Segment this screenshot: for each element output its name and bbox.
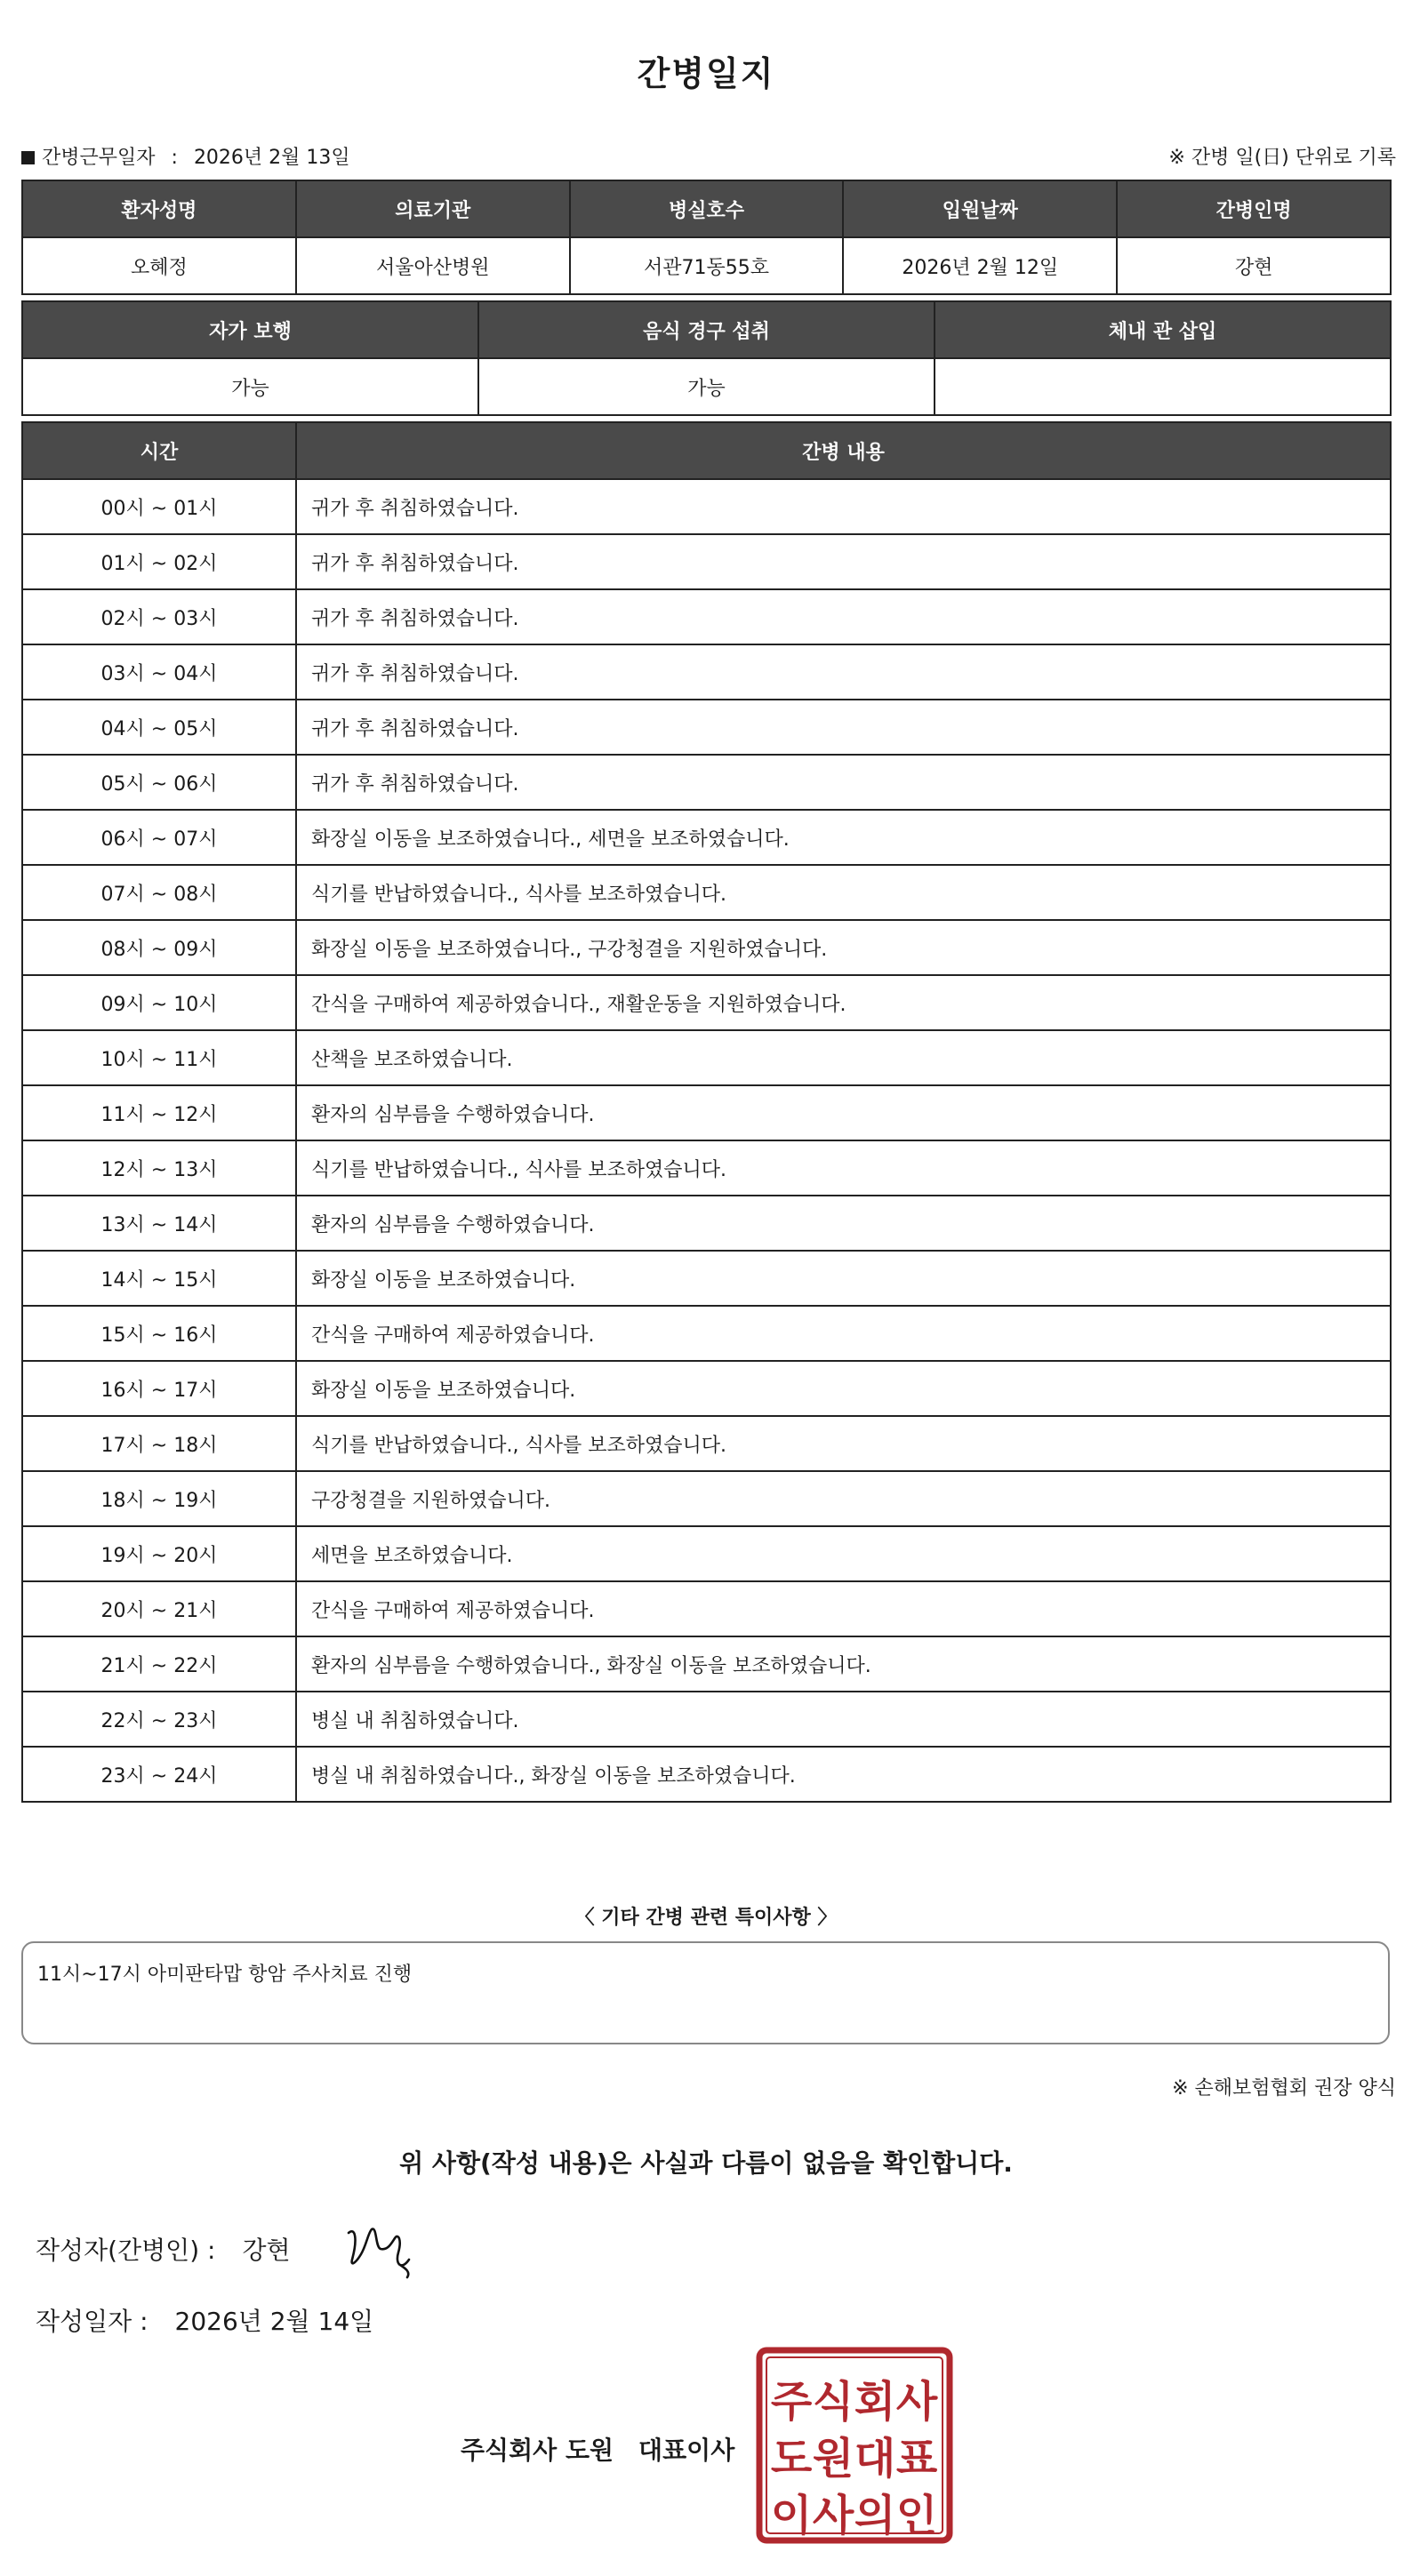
schedule-content: 간식을 구매하여 제공하였습니다., 재활운동을 지원하였습니다.: [297, 976, 1390, 1029]
caregiver-name: 강현: [1118, 238, 1390, 293]
notes-title: 〈 기타 간병 관련 특이사항 〉: [574, 1907, 838, 1929]
schedule-row: [23, 535, 1390, 588]
schedule-row: [23, 1141, 1390, 1195]
header-self-walking: 자가 보행: [23, 302, 477, 357]
header-room-number: 병실호수: [571, 181, 843, 236]
seal-character: 회: [854, 2377, 896, 2427]
schedule-content: 귀가 후 취침하였습니다.: [297, 590, 1390, 644]
schedule-content: 식기를 반납하였습니다., 식사를 보조하였습니다.: [297, 866, 1390, 919]
seal-character: 사: [895, 2377, 938, 2427]
schedule-time: 13시 ~ 14시: [23, 1196, 295, 1250]
room-number: 서관71동55호: [571, 238, 843, 293]
seal-character: 사: [812, 2491, 854, 2540]
work-date-label: 간병근무일자: [42, 147, 156, 169]
schedule-time: 15시 ~ 16시: [23, 1307, 295, 1360]
seal-character: 인: [895, 2491, 938, 2540]
schedule-row: [23, 1692, 1390, 1746]
company-name: 주식회사 도원: [461, 2436, 614, 2465]
seal-character: 원: [812, 2434, 854, 2484]
schedule-time: 22시 ~ 23시: [23, 1692, 295, 1746]
header-oral-intake: 음식 경구 섭취: [479, 302, 934, 357]
schedule-content: 귀가 후 취침하였습니다.: [297, 756, 1390, 809]
confirmation-statement: 위 사항(작성 내용)은 사실과 다름이 없음을 확인합니다.: [399, 2148, 1013, 2178]
schedule-content: 간식을 구매하여 제공하였습니다.: [297, 1307, 1390, 1360]
schedule-time: 06시 ~ 07시: [23, 811, 295, 864]
schedule-time: 19시 ~ 20시: [23, 1527, 295, 1580]
schedule-time: 14시 ~ 15시: [23, 1252, 295, 1305]
schedule-time: 21시 ~ 22시: [23, 1637, 295, 1691]
header-tube-insertion: 체내 관 삽입: [935, 302, 1390, 357]
seal-character: 주: [770, 2377, 813, 2427]
schedule-time: 05시 ~ 06시: [23, 756, 295, 809]
schedule-row: [23, 756, 1390, 809]
schedule-row: [23, 976, 1390, 1029]
schedule-content: 병실 내 취침하였습니다., 화장실 이동을 보조하였습니다.: [297, 1748, 1390, 1801]
document-title: 간병일지: [637, 54, 775, 93]
seal-character: 도: [770, 2434, 813, 2484]
schedule-content: 귀가 후 취침하였습니다.: [297, 480, 1390, 533]
schedule-row: [23, 1472, 1390, 1525]
schedule-time: 07시 ~ 08시: [23, 866, 295, 919]
schedule-content: 귀가 후 취침하였습니다.: [297, 535, 1390, 588]
record-unit-note: ※ 간병 일(日) 단위로 기록: [1168, 147, 1396, 169]
writer-line: [36, 2231, 291, 2267]
work-date-value: 2026년 2월 13일: [193, 147, 350, 169]
schedule-row: [23, 811, 1390, 864]
schedule-time: 00시 ~ 01시: [23, 480, 295, 533]
schedule-content: 병실 내 취침하였습니다.: [297, 1692, 1390, 1746]
schedule-content: 화장실 이동을 보조하였습니다., 세면을 보조하였습니다.: [297, 811, 1390, 864]
seal-character: 식: [812, 2377, 854, 2427]
schedule-content: 간식을 구매하여 제공하였습니다.: [297, 1582, 1390, 1636]
schedule-time: 12시 ~ 13시: [23, 1141, 295, 1195]
schedule-row: [23, 590, 1390, 644]
seal-character: 표: [895, 2434, 938, 2484]
schedule-row: [23, 700, 1390, 754]
schedule-time: 17시 ~ 18시: [23, 1417, 295, 1470]
admission-date: 2026년 2월 12일: [844, 238, 1116, 293]
schedule-content: 산책을 보조하였습니다.: [297, 1031, 1390, 1084]
schedule-time: 09시 ~ 10시: [23, 976, 295, 1029]
seal-character: 의: [854, 2491, 896, 2540]
schedule-content: 화장실 이동을 보조하였습니다.: [297, 1362, 1390, 1415]
handwritten-signature: [338, 2213, 427, 2284]
schedule-row: [23, 1637, 1390, 1691]
header-time: 시간: [23, 423, 295, 478]
schedule-time: 10시 ~ 11시: [23, 1031, 295, 1084]
schedule-content: 환자의 심부름을 수행하였습니다., 화장실 이동을 보조하였습니다.: [297, 1637, 1390, 1691]
hospital: 서울아산병원: [297, 238, 569, 293]
oral-intake: 가능: [479, 359, 934, 414]
schedule-content: 화장실 이동을 보조하였습니다.: [297, 1252, 1390, 1305]
writer-label: 작성자(간병인) :: [36, 2236, 216, 2265]
header-caregiver-name: 간병인명: [1118, 181, 1390, 236]
self-walking: 가능: [23, 359, 477, 414]
schedule-row: [23, 1307, 1390, 1360]
seal-character: 대: [854, 2434, 896, 2484]
patient-name: 오혜정: [23, 238, 295, 293]
schedule-row: [23, 1417, 1390, 1470]
schedule-row: [23, 1196, 1390, 1250]
schedule-row: [23, 1582, 1390, 1636]
header-patient-name: 환자성명: [23, 181, 295, 236]
schedule-row: [23, 1086, 1390, 1140]
schedule-row: [23, 921, 1390, 974]
schedule-content: 환자의 심부름을 수행하였습니다.: [297, 1196, 1390, 1250]
work-date-line: [21, 142, 350, 170]
work-date-separator: :: [171, 147, 178, 169]
schedule-content: 식기를 반납하였습니다., 식사를 보조하였습니다.: [297, 1141, 1390, 1195]
seal-character: 이: [770, 2491, 813, 2540]
schedule-content: 세면을 보조하였습니다.: [297, 1527, 1390, 1580]
schedule-time: 18시 ~ 19시: [23, 1472, 295, 1525]
company-seal-stamp: [756, 2347, 953, 2544]
patient-ability-table: [21, 300, 1392, 416]
tube-insertion: [935, 359, 1390, 414]
notes-box: [21, 1941, 1390, 2044]
schedule-content: 식기를 반납하였습니다., 식사를 보조하였습니다.: [297, 1417, 1390, 1470]
schedule-time: 04시 ~ 05시: [23, 700, 295, 754]
schedule-time: 23시 ~ 24시: [23, 1748, 295, 1801]
schedule-content: 귀가 후 취침하였습니다.: [297, 645, 1390, 699]
schedule-time: 03시 ~ 04시: [23, 645, 295, 699]
written-date-line: [36, 2302, 373, 2338]
schedule-time: 11시 ~ 12시: [23, 1086, 295, 1140]
patient-info-table: [21, 180, 1392, 295]
schedule-time: 16시 ~ 17시: [23, 1362, 295, 1415]
header-admission-date: 입원날짜: [844, 181, 1116, 236]
header-hospital: 의료기관: [297, 181, 569, 236]
header-care-content: 간병 내용: [297, 423, 1390, 478]
schedule-time: 02시 ~ 03시: [23, 590, 295, 644]
schedule-time: 01시 ~ 02시: [23, 535, 295, 588]
written-date-label: 작성일자 :: [36, 2307, 148, 2336]
care-schedule-table: [21, 421, 1392, 1803]
schedule-content: 구강청결을 지원하였습니다.: [297, 1472, 1390, 1525]
schedule-row: [23, 1748, 1390, 1801]
schedule-row: [23, 645, 1390, 699]
company-line: [461, 2431, 734, 2467]
schedule-time: 20시 ~ 21시: [23, 1582, 295, 1636]
writer-name: 강현: [242, 2236, 291, 2265]
notes-content: 11시~17시 아미판타맙 항암 주사치료 진행: [37, 1964, 413, 1986]
schedule-row: [23, 480, 1390, 533]
schedule-row: [23, 1031, 1390, 1084]
written-date-value: 2026년 2월 14일: [174, 2307, 374, 2336]
schedule-content: 화장실 이동을 보조하였습니다., 구강청결을 지원하였습니다.: [297, 921, 1390, 974]
company-representative-title: 대표이사: [638, 2436, 735, 2465]
schedule-time: 08시 ~ 09시: [23, 921, 295, 974]
schedule-content: 환자의 심부름을 수행하였습니다.: [297, 1086, 1390, 1140]
schedule-row: [23, 1527, 1390, 1580]
square-bullet-icon: [21, 151, 35, 164]
form-source-note: ※ 손해보험협회 권장 양식: [1172, 2077, 1396, 2100]
schedule-row: [23, 1362, 1390, 1415]
schedule-row: [23, 866, 1390, 919]
schedule-row: [23, 1252, 1390, 1305]
schedule-content: 귀가 후 취침하였습니다.: [297, 700, 1390, 754]
